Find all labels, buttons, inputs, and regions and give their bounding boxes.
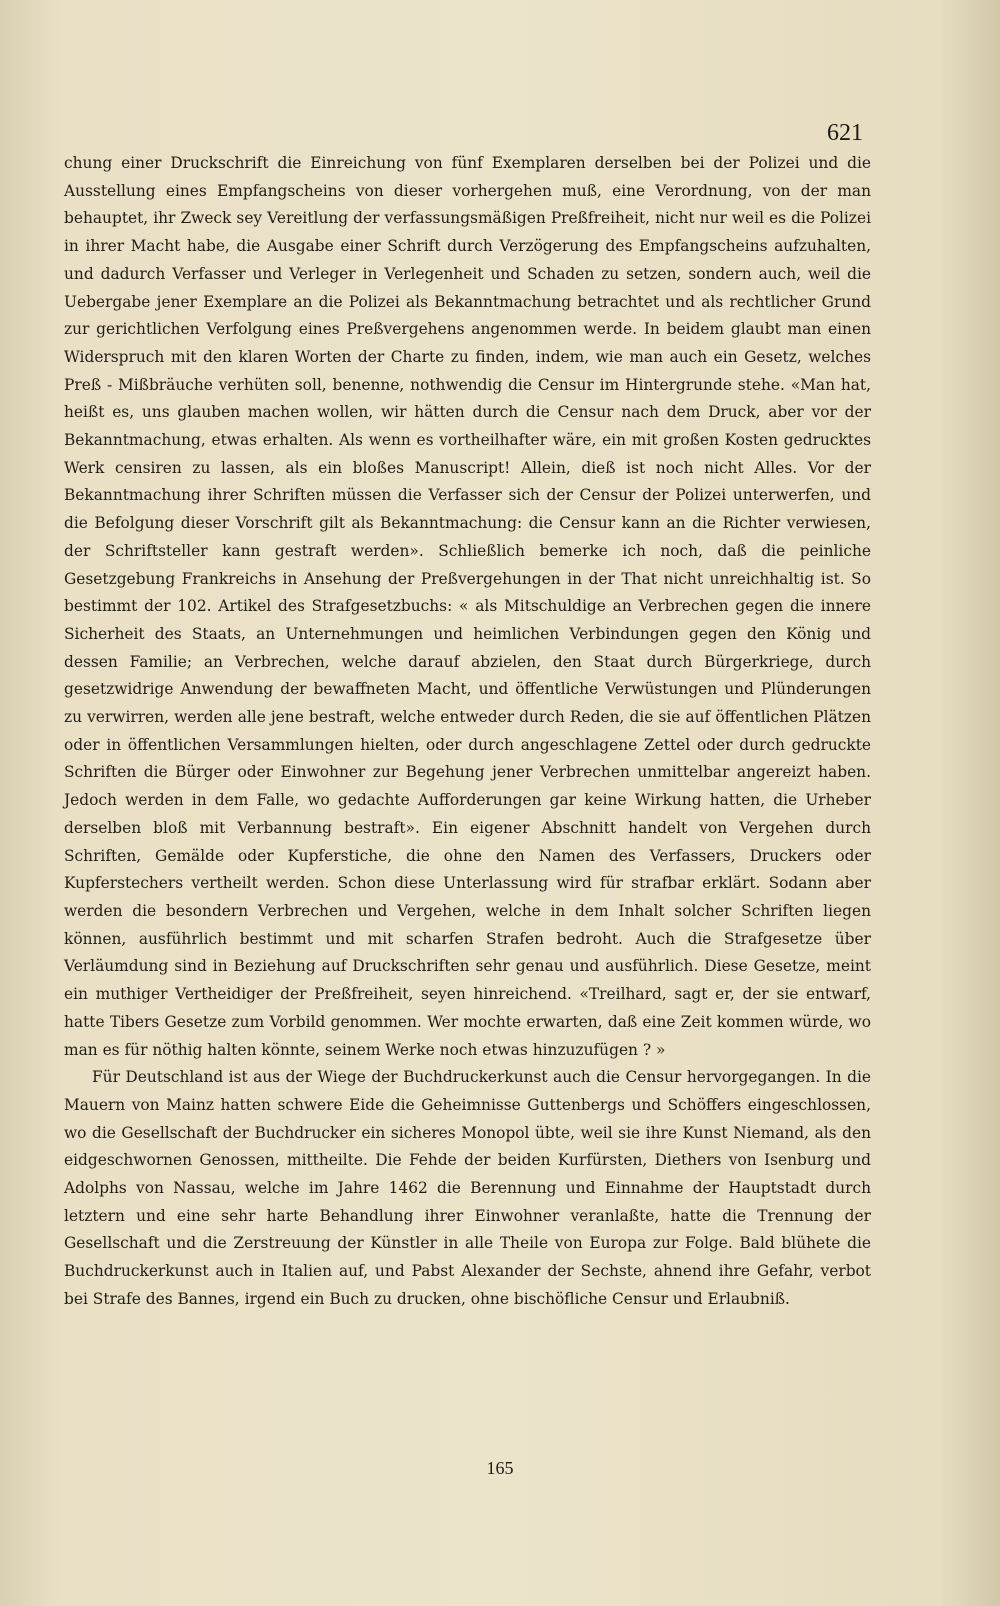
body-text <box>64 150 871 1314</box>
printer-signature: 165 <box>486 1458 514 1478</box>
paragraph-2: Für Deutschland ist aus der Wiege der Buchdruckerkunst auch die Censur hervorgegangen. In die Mauern von Mainz hatten schwere Eide die Geheimnisse Guttenbergs und Schöffers eingeschlossen, wo die Gesellschaft der Buchdrucker ein sicheres Monopol übte, weil sie ihre Kunst Niemand, als den eidgeschwornen Genossen, mittheilte. Die Fehde der beiden Kurfürsten, Diethers von Isenburg und Adolphs von Nassau, welche im Jahre 1462 die Berennung und Einnahme der Hauptstadt durch letztern und eine sehr harte Behandlung ihrer Einwohner veranlaßte, hatte die Trennung der Gesellschaft und die Zerstreuung der Künstler in alle Theile von Europa zur Folge. Bald blühete die Buchdruckerkunst auch in Italien auf, und Pabst Alexander der Sechste, ahnend ihre Gefahr, verbot bei Strafe des Bannes, irgend ein Buch zu drucken, ohne bischöfliche Censur und Erlaubniß. <box>64 1068 871 1308</box>
paragraph-1: chung einer Druckschrift die Einreichung von fünf Exemplaren derselben bei der Polizei und die Ausstellung eines Empfangscheins von dieser vorhergehen muß, eine Verordnung, von der man behauptet, ihr Zweck sey Vereitlung der verfassungsmäßigen Preßfreiheit, nicht nur weil es die Polizei in ihrer Macht habe, die Ausgabe einer Schrift durch Verzögerung des Empfangscheins aufzuhalten, und dadurch Verfasser und Verleger in Verlegenheit und Schaden zu setzen, sondern auch, weil die Uebergabe jener Exemplare an die Polizei als Bekanntmachung betrachtet und als rechtlicher Grund zur gerichtlichen Verfolgung eines Preßvergehens angenommen werde. In beidem glaubt man einen Widerspruch mit den klaren Worten der Charte zu finden, indem, wie man auch ein Gesetz, welches Preß - Mißbräuche verhüten soll, benenne, nothwendig die Censur im Hintergrunde stehe. «Man hat, heißt es, uns glauben machen wollen, wir hätten durch die Censur nach dem Druck, aber vor der Bekanntmachung, etwas erhalten. Als wenn es vortheilhafter wäre, ein mit großen Kosten gedrucktes Werk censiren zu lassen, als ein bloßes Manuscript! Allein, dieß ist noch nicht Alles. Vor der Bekanntmachung ihrer Schriften müssen die Verfasser sich der Censur der Polizei unterwerfen, und die Befolgung dieser Vorschrift gilt als Bekanntmachung: die Censur kann an die Richter verwiesen, der Schriftsteller kann gestraft werden». Schließlich bemerke ich noch, daß die peinliche Gesetzgebung Frankreichs in Ansehung der Preßvergehungen in der That nicht unreichhaltig ist. So bestimmt der 102. Artikel des Strafgesetzbuchs: « als Mitschuldige an Verbrechen gegen die innere Sicherheit des Staats, an Unternehmungen und heimlichen Verbindungen gegen den König und dessen Familie; an Verbrechen, welche darauf abzielen, den Staat durch Bürgerkriege, durch gesetzwidrige Anwendung der bewaffneten Macht, und öffentliche Verwüstungen und Plünderungen zu verwirren, werden alle jene bestraft, welche entweder durch Reden, die sie auf öffentlichen Plätzen oder in öffentlichen Versammlungen hielten, oder durch angeschlagene Zettel oder durch gedruckte Schriften die Bürger oder Einwohner zur Begehung jener Verbrechen unmittelbar angereizt haben. Jedoch werden in dem Falle, wo gedachte Aufforderungen gar keine Wirkung hatten, die Urheber derselben bloß mit Verbannung bestraft». Ein eigener Abschnitt handelt von Vergehen durch Schriften, Gemälde oder Kupferstiche, die ohne den Namen des Verfassers, Druckers oder Kupferstechers vertheilt werden. Schon diese Unterlassung wird für strafbar erklärt. Sodann aber werden die besondern Verbrechen und Vergehen, welche in dem Inhalt solcher Schriften liegen können, ausführlich bestimmt und mit scharfen Strafen bedroht. Auch die Strafgesetze über Verläumdung sind in Beziehung auf Druckschriften sehr genau und ausführlich. Diese Gesetze, meint ein muthiger Vertheidiger der Preßfreiheit, seyen hinreichend. «Treilhard, sagt er, der sie entwarf, hatte Tibers Gesetze zum Vorbild genommen. Wer mochte erwarten, daß eine Zeit kommen würde, wo man es für nöthig halten könnte, seinem Werke noch etwas hinzuzufügen ? » <box>64 154 871 1059</box>
page-number: 621 <box>827 120 863 146</box>
